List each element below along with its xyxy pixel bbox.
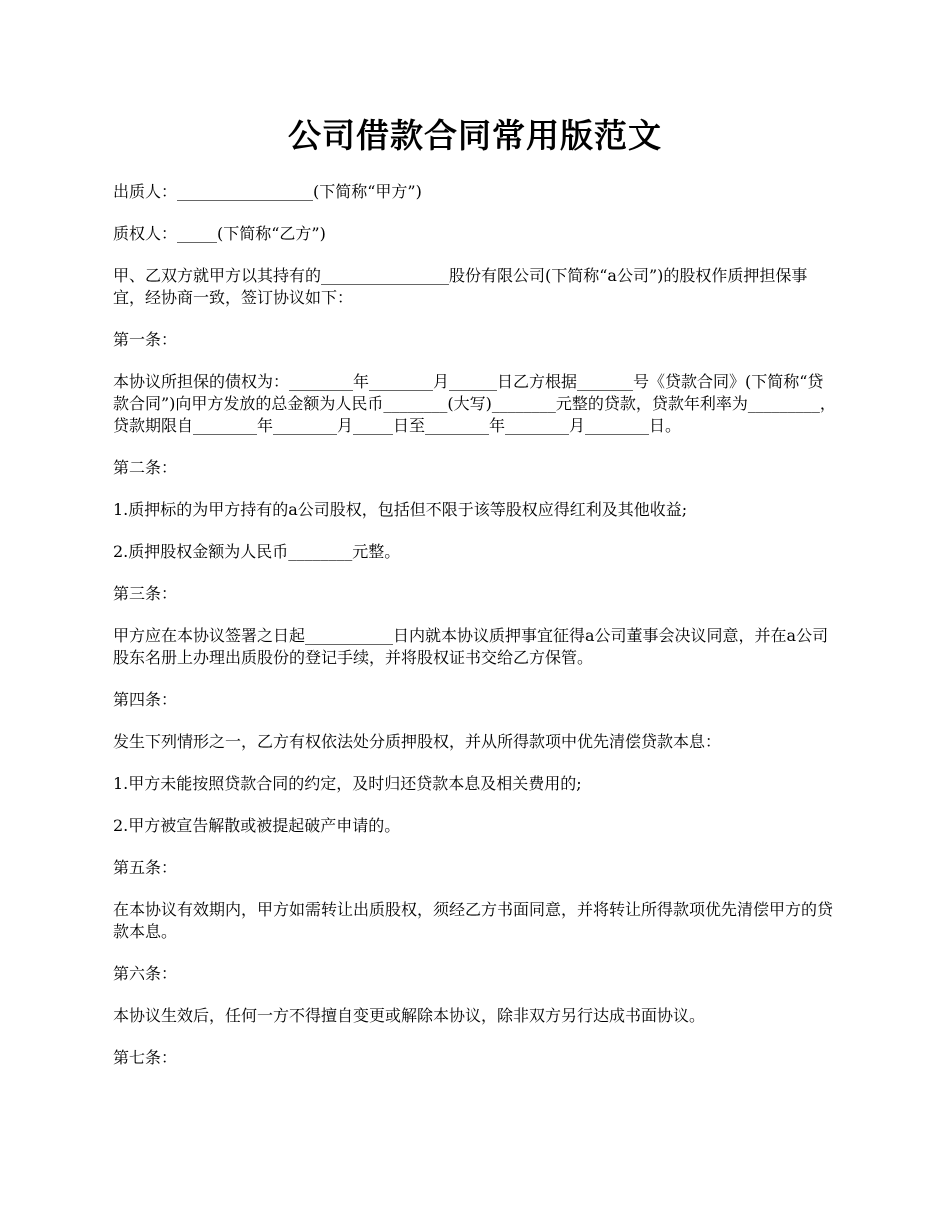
- article-heading-5: 第五条：: [113, 858, 178, 877]
- article-heading-7: 第七条：: [113, 1048, 178, 1067]
- document-title: 公司借款合同常用版范文: [288, 116, 662, 155]
- article-body-6: 本协议生效后，任何一方不得擅自变更或解除本协议，除非双方另行达成书面协议。: [113, 1006, 706, 1025]
- pledgor-line: 出质人：_________________(下简称“甲方”): [113, 182, 422, 201]
- article-item-2-1: 1.质押标的为甲方持有的a公司股权，包括但不限于该等股权应得红利及其他收益;: [113, 500, 688, 519]
- pledgee-line: 质权人：_____(下简称“乙方”): [113, 224, 326, 243]
- article-item-4-2: 2.甲方被宣告解散或被提起破产申请的。: [113, 816, 401, 835]
- article-body-1: 本协议所担保的债权为：________年________月______日乙方根据_______号《贷款合同》(下简称“贷款合同”)向甲方发放的总金额为人民币________(大写)________元整的贷款，贷款年利率为_________，贷款期限自________年________月_____日至________年________月________日。: [113, 372, 836, 435]
- preamble-paragraph: 甲、乙双方就甲方以其持有的________________股份有限公司(下简称“a公司”)的股权作质押担保事宜，经协商一致，签订协议如下：: [113, 266, 808, 307]
- article-item-2-2: 2.质押股权金额为人民币________元整。: [113, 542, 401, 561]
- article-item-4-1: 1.甲方未能按照贷款合同的约定，及时归还贷款本息及相关费用的;: [113, 774, 582, 793]
- article-body-4: 发生下列情形之一，乙方有权依法处分质押股权，并从所得款项中优先清偿贷款本息：: [113, 732, 722, 751]
- article-heading-2: 第二条：: [113, 458, 178, 477]
- article-heading-6: 第六条：: [113, 964, 178, 983]
- article-heading-4: 第四条：: [113, 690, 178, 709]
- article-heading-3: 第三条：: [113, 584, 178, 603]
- article-heading-1: 第一条：: [113, 330, 178, 349]
- article-body-5: 在本协议有效期内，甲方如需转让出质股权，须经乙方书面同意，并将转让所得款项优先清偿甲方的贷款本息。: [113, 900, 834, 941]
- article-body-3: 甲方应在本协议签署之日起___________日内就本协议质押事宜征得a公司董事会决议同意，并在a公司股东名册上办理出质股份的登记手续，并将股权证书交给乙方保管。: [113, 626, 829, 667]
